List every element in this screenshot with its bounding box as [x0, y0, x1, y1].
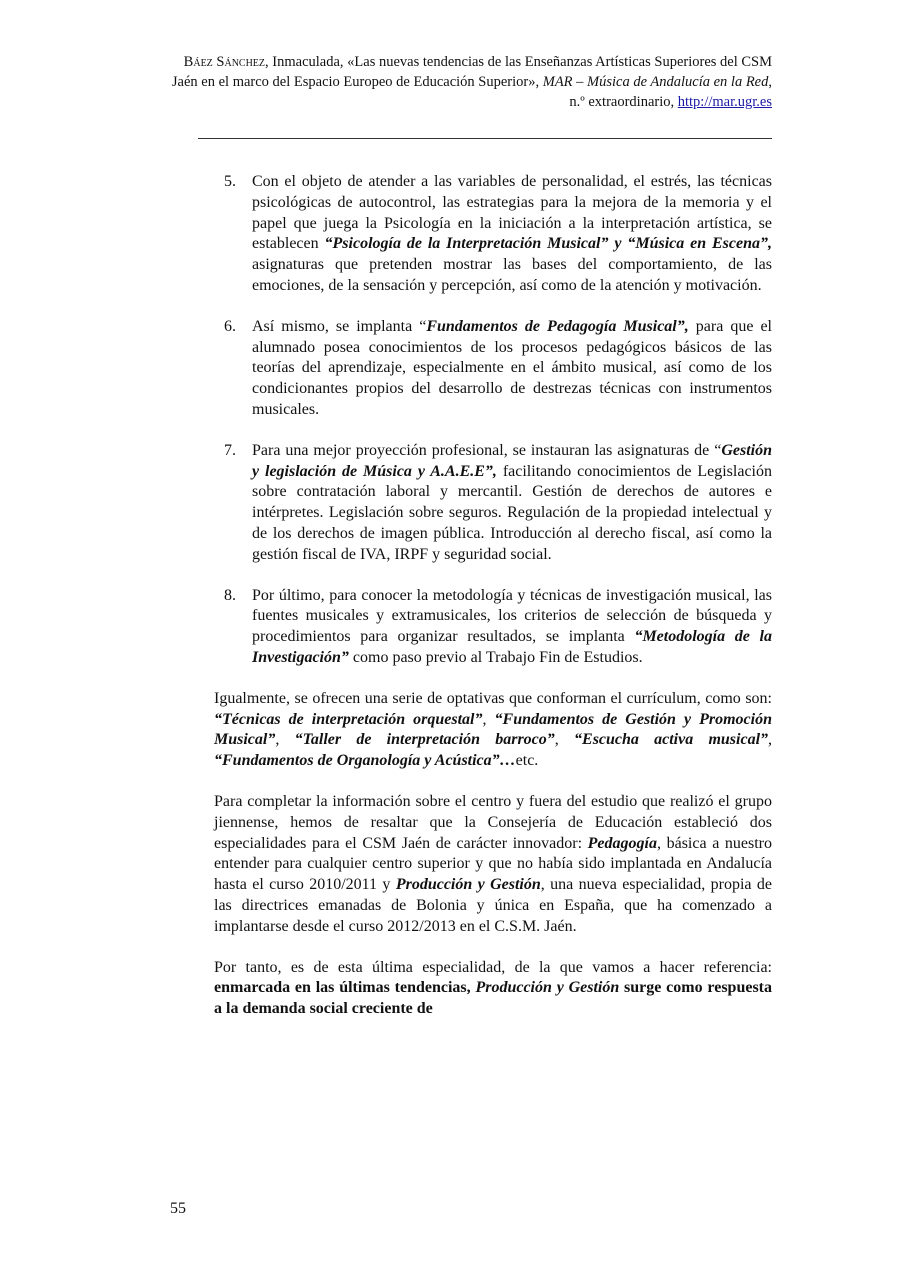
item-text: facilitando conocimientos de Legislación sobre contratación laboral y mercantil. Gestión de derechos de autores e intérpretes. Legislación sobre seguros. Regulación de la propiedad intelectual y de los derechos de imagen pública. Introducción al derecho fiscal, así como la gestión fiscal de IVA, IRPF y seguridad social.: [252, 462, 773, 563]
specialty-name: Producción y Gestión: [395, 876, 541, 894]
item-subject-title: Gestión y legislación de Música y A.A.E.E”,: [252, 441, 772, 480]
item-subject-title: Fundamentos de Pedagogía Musical”,: [426, 317, 689, 335]
header-author-name: Báez Sánchez: [183, 54, 266, 70]
optional-subject: “Escucha activa musical”: [574, 731, 769, 749]
optional-subject: “Fundamentos de Gestión y Promoción Musical”: [214, 710, 772, 749]
item-text: Por último, para conocer la metodología y técnicas de investigación musical, las fuentes musicales y extramusicales, los criterios de selección de búsqueda y procedimientos para organizar resultados, se implanta: [252, 586, 772, 646]
item-text: como paso previo al Trabajo Fin de Estudios.: [348, 648, 643, 666]
paragraph-text: ,: [275, 731, 295, 749]
paragraph-text: , una nueva especialidad, propia de las directrices emanadas de Bolonia y única en España, que ha comenzado a implantarse desde el curso 2012/2013 en el C.S.M. Jaén.: [214, 876, 773, 935]
paragraph-text: Igualmente, se ofrecen una serie de optativas que conforman el currículum, como son:: [214, 689, 772, 707]
paragraph-text: ,: [554, 731, 575, 749]
paragraph-text: Por tanto, es de esta última especialidad, de la que vamos a hacer referencia:: [214, 958, 772, 976]
paragraph-text: Para completar la información sobre el centro y fuera del estudio que realizó el grupo jiennense, hemos de resaltar que la Consejería de Educación estableció dos especialidades para el CSM Jaén de carácter innovador:: [214, 792, 772, 852]
header-edition: , n.º extraordinario,: [569, 74, 772, 110]
optional-subject: “Técnicas de interpretación orquestal”: [214, 710, 483, 728]
item-text: Con el objeto de atender a las variables de personalidad, el estrés, las técnicas psicológicas de autocontrol, las estrategias para la mejora de la memoria y el papel que juega la Psicología en la iniciación a la interpretación artística, se establecen: [252, 173, 772, 253]
item-text: Para una mejor proyección profesional, se instauran las asignaturas de “: [252, 441, 722, 459]
list-item-8: [214, 586, 772, 669]
item-subject-title: “Metodología de la Investigación”: [252, 628, 772, 666]
item-text: para que el alumnado posea conocimientos de los procesos pedagógicos básicos de las teorías del aprendizaje, especialmente en el ámbito musical, así como de los condicionantes propios del desarrollo de destrezas técnicas con instrumentos musicales.: [252, 317, 773, 418]
list-number: 6.: [224, 317, 236, 335]
paragraph-especialidades: [214, 792, 772, 938]
paragraph-text: ,: [768, 731, 773, 749]
item-text: Así mismo, se implanta “: [252, 317, 427, 335]
header-divider: [198, 138, 772, 139]
emphasis-text: surge como respuesta a la demanda social creciente de: [214, 979, 772, 1018]
emphasis-text: enmarcada en las últimas tendencias,: [214, 979, 476, 997]
list-number: 5.: [224, 173, 236, 190]
item-subject-title: “Psicología de la Interpretación Musical” y “Música en Escena”,: [324, 235, 773, 253]
paragraph-text: etc.: [515, 752, 539, 770]
paragraph-text: ,: [482, 710, 495, 728]
list-number: 8.: [224, 586, 236, 604]
page-number: 55: [170, 1200, 186, 1217]
specialty-name: Producción y Gestión: [475, 979, 620, 997]
optional-subject: “Fundamentos de Organología y Acústica”…: [214, 752, 516, 770]
specialty-name: Pedagogía: [587, 834, 657, 852]
header-citation-text: , Inmaculada, «Las nuevas tendencias de las Enseñanzas Artísticas Superiores del CSM Jaén en el marco del Espacio Europeo de Educación Superior»,: [171, 54, 772, 90]
list-number: 7.: [224, 441, 236, 459]
paragraph-produccion-gestion: [214, 958, 772, 1020]
optional-subject: “Taller de interpretación barroco”: [294, 731, 555, 749]
list-item-7: [214, 441, 772, 566]
running-header: [170, 52, 772, 112]
paragraph-optativas: [214, 689, 772, 772]
list-item-5: [214, 172, 772, 297]
list-item-6: [214, 317, 772, 421]
header-journal-title: MAR – Música de Andalucía en la Red: [542, 74, 769, 90]
body-text: [214, 172, 772, 1040]
paragraph-text: , básica a nuestro entender para cualquier centro superior y que no había sido implantada en Andalucía hasta el curso 2010/2011 y: [214, 834, 773, 894]
item-text: asignaturas que pretenden mostrar las bases del comportamiento, de las emociones, de la sensación y percepción, así como de la atención y motivación.: [252, 256, 772, 294]
header-url-link[interactable]: http://mar.ugr.es: [677, 94, 772, 110]
